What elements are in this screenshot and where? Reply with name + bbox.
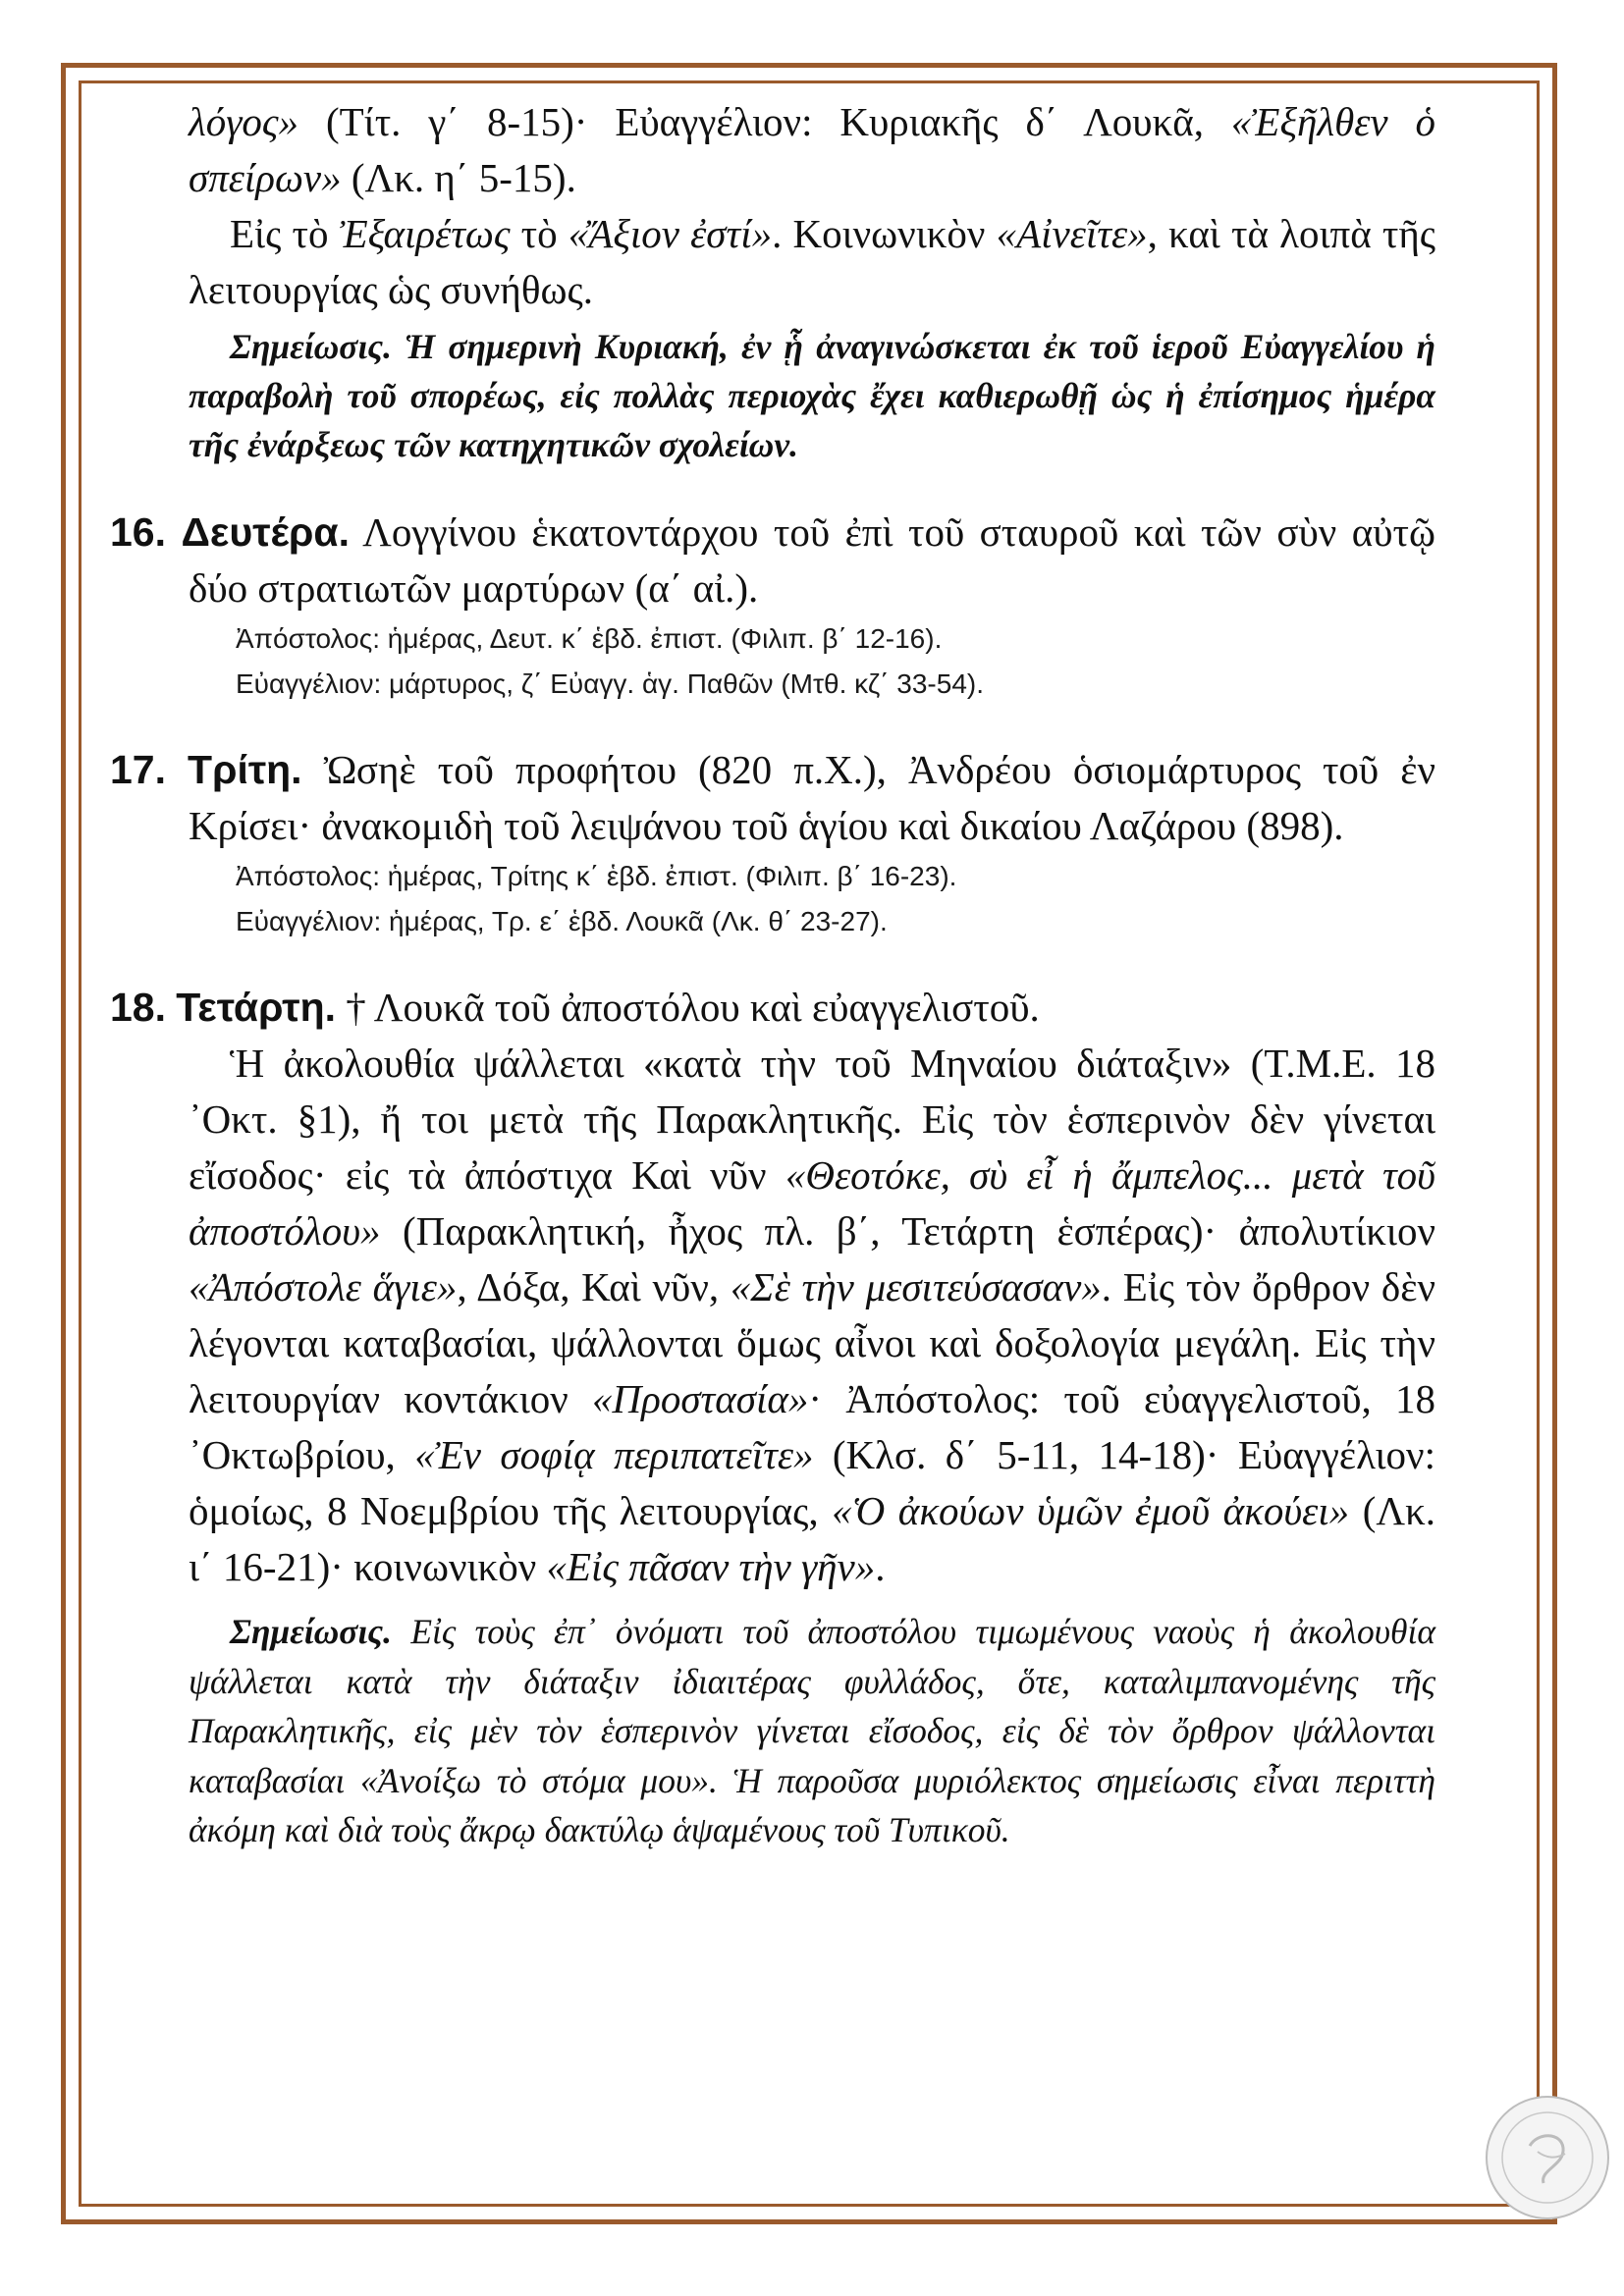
gospel-reading: Εὐαγγέλιον: ἡμέρας, Τρ. ε΄ ἑβδ. Λουκᾶ (Λκ. θ΄ 23-27). — [236, 906, 888, 936]
entry-heading: 18. Τετάρτη. † Λουκᾶ τοῦ ἀποστόλου καὶ εὐαγγελιστοῦ. — [110, 985, 1040, 1030]
entry-body: Ἡ ἀκολουθία ψάλλεται «κατὰ τὴν τοῦ Μηναίου διάταξιν» (Τ.Μ.Ε. 18 ᾿Οκτ. §1), ἤ τοι μετὰ τῆς Παρακλητικῆς. Εἰς τὸν ἑσπερινὸν δὲν γίνεται εἴσοδος· εἰς τὰ ἀπόστιχα Καὶ νῦν «Θεοτόκε, σὺ εἶ ἡ ἄμπελος... μετὰ τοῦ ἀποστόλου» (Παρακλητική, ἦχος πλ. β΄, Τετάρτη ἑσπέρας)· ἀπολυτίκιον «Ἀπόστολε ἅγιε», Δόξα, Καὶ νῦν, «Σὲ τὴν μεσιτεύσασαν». Εἰς τὸν ὄρθρον δὲν λέγονται καταβασίαι, ψάλλονται ὅμως αἶνοι καὶ δοξολογία μεγάλη. Εἰς τὴν λειτουργίαν κοντάκιον «Προστασία»· Ἀπόστολος: τοῦ εὐαγγελιστοῦ, 18 ᾿Οκτωβρίου, «Ἐν σοφίᾳ περιπατεῖτε» (Κλσ. δ΄ 5-11, 14-18)· Εὐαγγέλιον: ὁμοίως, 8 Νοεμβρίου τῆς λειτουργίας, «Ὁ ἀκούων ὑμῶν ἐμοῦ ἀκούει» (Λκ. ι΄ 16-21)· κοινωνικὸν «Εἰς πᾶσαν τὴν γῆν». — [189, 1041, 1436, 1589]
page-content — [110, 94, 1435, 1855]
axion-paragraph: Εἰς τὸ Ἐξαιρέτως τὸ «Ἄξιον ἐστί». Κοινωνικὸν «Αἰνεῖτε», καὶ τὰ λοιπὰ τῆς λειτουργίας ὡς συνήθως. — [189, 211, 1435, 312]
note-sunday: Σημείωσις. Ἡ σημερινὴ Κυριακή, ἐν ᾗ ἀναγινώσκεται ἐκ τοῦ ἱεροῦ Εὐαγγελίου ἡ παραβολὴ τοῦ σπορέως, εἰς πολλὰς περιοχὰς ἔχει καθιερωθῇ ὡς ἡ ἐπίσημος ἡμέρα τῆς ἐνάρξεως τῶν κατηχητικῶν σχολείων. — [189, 327, 1435, 464]
gospel-paragraph: λόγος» (Τίτ. γ΄ 8-15)· Εὐαγγέλιον: Κυριακῆς δ΄ Λουκᾶ, «Ἐξῆλθεν ὁ σπείρων» (Λκ. η΄ 5-15). — [189, 99, 1435, 200]
entry-18 — [110, 980, 1435, 1855]
apostle-reading: Ἀπόστολος: ἡμέρας, Δευτ. κ΄ ἑβδ. ἐπιστ. (Φιλιπ. β΄ 12-16). — [236, 623, 943, 654]
choir-seal-stamp — [1479, 2089, 1616, 2226]
entry-16 — [110, 505, 1435, 707]
entry-heading: 16. Δευτέρα. Λογγίνου ἑκατοντάρχου τοῦ ἐπὶ τοῦ σταυροῦ καὶ τῶν σὺν αὐτῷ δύο στρατιωτῶν μαρτύρων (α΄ αἰ.). — [110, 509, 1435, 611]
entry-heading: 17. Τρίτη. Ὠσηὲ τοῦ προφήτου (820 π.Χ.), Ἀνδρέου ὁσιομάρτυρος τοῦ ἐν Κρίσει· ἀνακομιδὴ τοῦ λειψάνου τοῦ ἁγίου καὶ δικαίου Λαζάρου (898). — [110, 747, 1436, 848]
seal-icon — [1479, 2089, 1616, 2226]
gospel-reading: Εὐαγγέλιον: μάρτυρος, ζ΄ Εὐαγγ. ἁγ. Παθῶν (Μτθ. κζ΄ 33-54). — [236, 668, 985, 699]
note-luke: Σημείωσις. Εἰς τοὺς ἐπ᾿ ὀνόματι τοῦ ἀποστόλου τιμωμένους ναοὺς ἡ ἀκολουθία ψάλλεται κατὰ τὴν διάταξιν ἰδιαιτέρας φυλλάδος, ὅτε, καταλιμπανομένης τῆς Παρακλητικῆς, εἰς μὲν τὸν ἑσπερινὸν γίνεται εἴσοδος, εἰς δὲ τὸν ὄρθρον ψάλλονται καταβασίαι «Ἀνοίξω τὸ στόμα μου». Ἡ παροῦσα μυριόλεκτος σημείωσις εἶναι περιττὴ ἀκόμη καὶ διὰ τοὺς ἄκρῳ δακτύλῳ ἁψαμένους τοῦ Τυπικοῦ. — [189, 1612, 1435, 1849]
entry-17 — [110, 742, 1435, 944]
apostle-reading: Ἀπόστολος: ἡμέρας, Τρίτης κ΄ ἑβδ. ἐπιστ. (Φιλιπ. β΄ 16-23). — [236, 861, 957, 891]
